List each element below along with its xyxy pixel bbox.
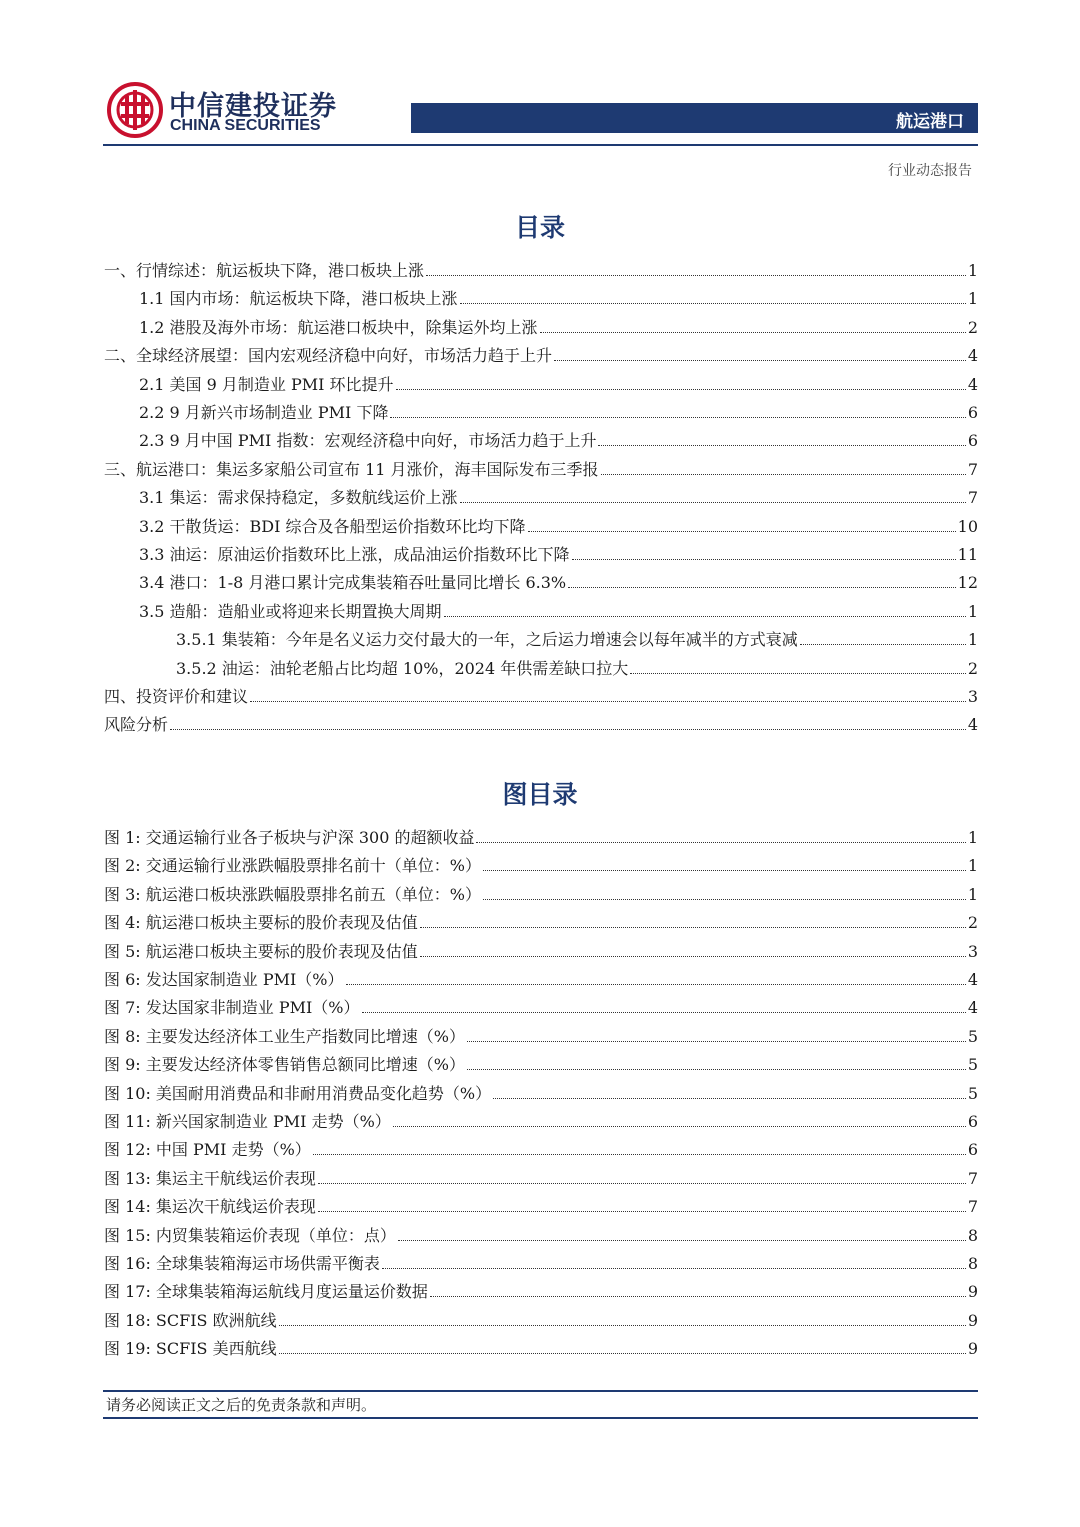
figure-entry-page-number: 1	[967, 884, 978, 904]
figure-entry-page-number: 6	[967, 1112, 978, 1131]
figure-entry-text: 图 6: 发达国家制造业 PMI（%）	[104, 970, 344, 989]
disclaimer: 请务必阅读正文之后的免责条款和声明。	[106, 1396, 377, 1414]
toc-entry-text: 3.5.2 油运：油轮老船占比均超 10%，2024 年供需差缺口拉大	[176, 658, 629, 678]
figure-entry-page-number: 8	[967, 1254, 978, 1273]
dot-leader	[598, 445, 965, 446]
dot-leader	[476, 842, 965, 843]
dot-leader	[318, 1211, 966, 1212]
figure-entry[interactable]	[104, 909, 978, 933]
toc-entry[interactable]	[104, 683, 978, 707]
toc-entry[interactable]	[104, 342, 978, 366]
dot-leader	[554, 360, 966, 361]
toc-entry-page-number: 10	[957, 516, 978, 536]
toc-entry[interactable]	[104, 399, 978, 423]
toc-entry-page-number: 4	[967, 374, 978, 394]
toc-entry-text: 风险分析	[104, 715, 169, 735]
dot-leader	[460, 303, 966, 304]
dot-leader	[467, 1069, 966, 1070]
figure-entry[interactable]	[104, 824, 978, 848]
dot-leader	[398, 1240, 966, 1241]
figure-entry[interactable]	[104, 1307, 978, 1331]
figure-entry[interactable]	[104, 1080, 978, 1104]
toc-entry-page-number: 2	[967, 658, 978, 678]
toc-entry[interactable]	[104, 513, 978, 537]
figure-entry[interactable]	[104, 1108, 978, 1132]
toc-entry[interactable]	[104, 569, 978, 593]
dot-leader	[393, 1126, 966, 1127]
figure-entry[interactable]	[104, 1335, 978, 1359]
figure-entry-page-number: 9	[967, 1310, 978, 1330]
figure-entry-text: 图 10: 美国耐用消费品和非耐用消费品变化趋势（%）	[104, 1083, 492, 1103]
toc-entry[interactable]	[104, 257, 978, 281]
toc-entry[interactable]	[104, 285, 978, 309]
dot-leader	[382, 1268, 966, 1269]
figure-entry-page-number: 3	[967, 941, 978, 961]
toc-entry[interactable]	[104, 598, 978, 622]
toc-entry-text: 三、航运港口：集运多家船公司宣布 11 月涨价，海丰国际发布三季报	[104, 459, 599, 479]
toc-entry-text: 2.2 9 月新兴市场制造业 PMI 下降	[139, 403, 389, 422]
figure-entry-page-number: 5	[967, 1026, 978, 1046]
toc-entry-page-number: 1	[967, 601, 978, 621]
figure-entry-text: 图 1: 交通运输行业各子板块与沪深 300 的超额收益	[104, 828, 475, 847]
dot-leader	[630, 673, 966, 674]
dot-leader	[493, 1098, 966, 1099]
figure-entry-page-number: 5	[967, 1083, 978, 1103]
toc-entry-text: 四、投资评价和建议	[104, 687, 249, 706]
toc-title: 目录	[514, 213, 565, 242]
toc-entry-text: 3.1 集运：需求保持稳定，多数航线运价上涨	[139, 488, 458, 508]
dot-leader	[362, 1012, 966, 1013]
figure-entry[interactable]	[104, 852, 978, 876]
header-divider	[103, 144, 978, 146]
dot-leader	[426, 275, 966, 276]
report-header	[103, 78, 978, 148]
dot-leader	[460, 502, 966, 503]
figure-entry-text: 图 11: 新兴国家制造业 PMI 走势（%）	[104, 1112, 391, 1131]
toc-entry-page-number: 7	[967, 488, 978, 508]
figure-entry-text: 图 7: 发达国家非制造业 PMI（%）	[104, 998, 360, 1018]
sector-banner	[411, 103, 978, 133]
toc-entry-text: 3.2 干散货运：BDI 综合及各船型运价指数环比均下降	[139, 516, 526, 536]
toc-entry-text: 2.1 美国 9 月制造业 PMI 环比提升	[139, 374, 394, 394]
figure-entry-text: 图 4: 航运港口板块主要标的股价表现及估值	[104, 913, 418, 933]
figure-entry-text: 图 18: SCFIS 欧洲航线	[104, 1310, 277, 1330]
dot-leader	[430, 1296, 966, 1297]
toc-entry[interactable]	[104, 314, 978, 338]
dot-leader	[601, 474, 966, 475]
toc-entry-page-number: 2	[967, 317, 978, 337]
figure-entry-page-number: 7	[967, 1168, 978, 1188]
figure-entry-page-number: 8	[967, 1225, 978, 1245]
china-securities-logo	[107, 82, 163, 138]
figure-entry[interactable]	[104, 1165, 978, 1189]
toc-entry[interactable]	[104, 626, 978, 650]
toc-entry-text: 3.4 港口：1-8 月港口累计完成集装箱吞吐量同比增长 6.3%	[139, 573, 567, 593]
toc-entry-page-number: 6	[967, 403, 978, 422]
dot-leader	[279, 1325, 966, 1326]
toc-entry-text: 1.2 港股及海外市场：航运港口板块中，除集运外均上涨	[139, 317, 538, 337]
brand-name-en: CHINA SECURITIES	[170, 117, 321, 134]
brand-name-cn: 中信建投证券	[169, 91, 337, 122]
toc-entry-text: 一、行情综述：航运板块下降，港口板块上涨	[104, 261, 425, 280]
dot-leader	[170, 729, 966, 730]
figure-entry-text: 图 8: 主要发达经济体工业生产指数同比增速（%）	[104, 1026, 465, 1046]
toc-entry-text: 3.3 油运：原油运价指数环比上涨，成品油运价指数环比下降	[139, 545, 570, 564]
dot-leader	[346, 984, 966, 985]
toc-entry-text: 1.1 国内市场：航运板块下降，港口板块上涨	[139, 289, 458, 309]
figure-entry-text: 图 2: 交通运输行业涨跌幅股票排名前十（单位：%）	[104, 856, 481, 876]
toc-entry-page-number: 7	[967, 459, 978, 479]
toc-entry[interactable]	[104, 541, 978, 565]
figure-entry-page-number: 6	[967, 1140, 978, 1160]
figure-entry[interactable]	[104, 1023, 978, 1047]
figure-entry-page-number: 4	[967, 998, 978, 1018]
footer-divider-bottom	[103, 1417, 978, 1419]
dot-leader	[540, 332, 966, 333]
dot-leader	[250, 701, 966, 702]
figure-entry-page-number: 2	[967, 913, 978, 933]
toc-entry[interactable]	[104, 711, 978, 735]
figure-entry-text: 图 12: 中国 PMI 走势（%）	[104, 1140, 311, 1160]
figure-entry[interactable]	[104, 1278, 978, 1302]
dot-leader	[800, 644, 966, 645]
figure-entry-text: 图 3: 航运港口板块涨跌幅股票排名前五（单位：%）	[104, 884, 481, 904]
figure-entry-text: 图 19: SCFIS 美西航线	[104, 1339, 277, 1359]
figure-entry[interactable]	[104, 1193, 978, 1217]
toc-entry-page-number: 1	[967, 289, 978, 309]
dot-leader	[420, 956, 966, 957]
dot-leader	[396, 389, 966, 390]
figure-entry[interactable]	[104, 966, 978, 990]
toc-entry-page-number: 6	[967, 431, 978, 451]
figure-entry-text: 图 15: 内贸集装箱运价表现（单位：点）	[104, 1225, 396, 1245]
toc-entry-text: 2.3 9 月中国 PMI 指数：宏观经济稳中向好，市场活力趋于上升	[139, 431, 597, 451]
figure-entry-text: 图 17: 全球集装箱海运航线月度运量运价数据	[104, 1282, 428, 1302]
toc-entry-text: 3.5 造船：造船业或将迎来长期置换大周期	[139, 601, 442, 621]
figure-entry-page-number: 9	[967, 1282, 978, 1302]
figure-entry[interactable]	[104, 1222, 978, 1246]
figure-entry-page-number: 9	[967, 1339, 978, 1359]
figure-entry[interactable]	[104, 938, 978, 962]
figure-entry-text: 图 14: 集运次干航线运价表现	[104, 1197, 316, 1217]
report-type: 行业动态报告	[888, 163, 972, 179]
toc-entry[interactable]	[104, 484, 978, 508]
footer-divider-top	[103, 1390, 978, 1392]
dot-leader	[528, 531, 956, 532]
figure-entry-text: 图 13: 集运主干航线运价表现	[104, 1168, 316, 1188]
toc-entry-page-number: 12	[957, 573, 978, 593]
dot-leader	[483, 870, 966, 871]
figure-entry-page-number: 1	[967, 856, 978, 876]
dot-leader	[568, 587, 956, 588]
toc-entry-page-number: 3	[967, 687, 978, 706]
dot-leader	[318, 1183, 966, 1184]
dot-leader	[572, 559, 956, 560]
figure-entry[interactable]	[104, 1250, 978, 1274]
figure-entry-text: 图 9: 主要发达经济体零售销售总额同比增速（%）	[104, 1055, 465, 1075]
figure-entry-page-number: 5	[967, 1055, 978, 1075]
dot-leader	[279, 1353, 966, 1354]
figure-list-title: 图目录	[502, 780, 578, 809]
toc-entry[interactable]	[104, 427, 978, 451]
figure-entry[interactable]	[104, 1051, 978, 1075]
toc-entry-page-number: 4	[967, 715, 978, 735]
toc-entry-text: 二、全球经济展望：国内宏观经济稳中向好，市场活力趋于上升	[104, 346, 553, 366]
dot-leader	[467, 1041, 966, 1042]
figure-entry-page-number: 1	[967, 828, 978, 847]
toc-entry-page-number: 1	[967, 630, 978, 650]
toc-entry-page-number: 4	[967, 346, 978, 366]
dot-leader	[313, 1154, 966, 1155]
toc-entry-text: 3.5.1 集装箱：今年是名义运力交付最大的一年，之后运力增速会以每年减半的方式衰减	[176, 630, 798, 650]
dot-leader	[444, 616, 966, 617]
toc-entry[interactable]	[104, 371, 978, 395]
toc-entry-page-number: 11	[957, 545, 978, 564]
figure-entry-text: 图 16: 全球集装箱海运市场供需平衡表	[104, 1254, 380, 1273]
figure-entry-text: 图 5: 航运港口板块主要标的股价表现及估值	[104, 941, 418, 961]
dot-leader	[483, 899, 966, 900]
figure-entry-page-number: 4	[967, 970, 978, 989]
figure-entry[interactable]	[104, 1136, 978, 1160]
toc-entry[interactable]	[104, 456, 978, 480]
sector-label: 航运港口	[896, 112, 964, 132]
figure-entry[interactable]	[104, 994, 978, 1018]
dot-leader	[390, 417, 965, 418]
figure-entry[interactable]	[104, 881, 978, 905]
figure-entry-page-number: 7	[967, 1197, 978, 1217]
dot-leader	[420, 927, 966, 928]
toc-entry-page-number: 1	[967, 261, 978, 280]
toc-entry[interactable]	[104, 655, 978, 679]
